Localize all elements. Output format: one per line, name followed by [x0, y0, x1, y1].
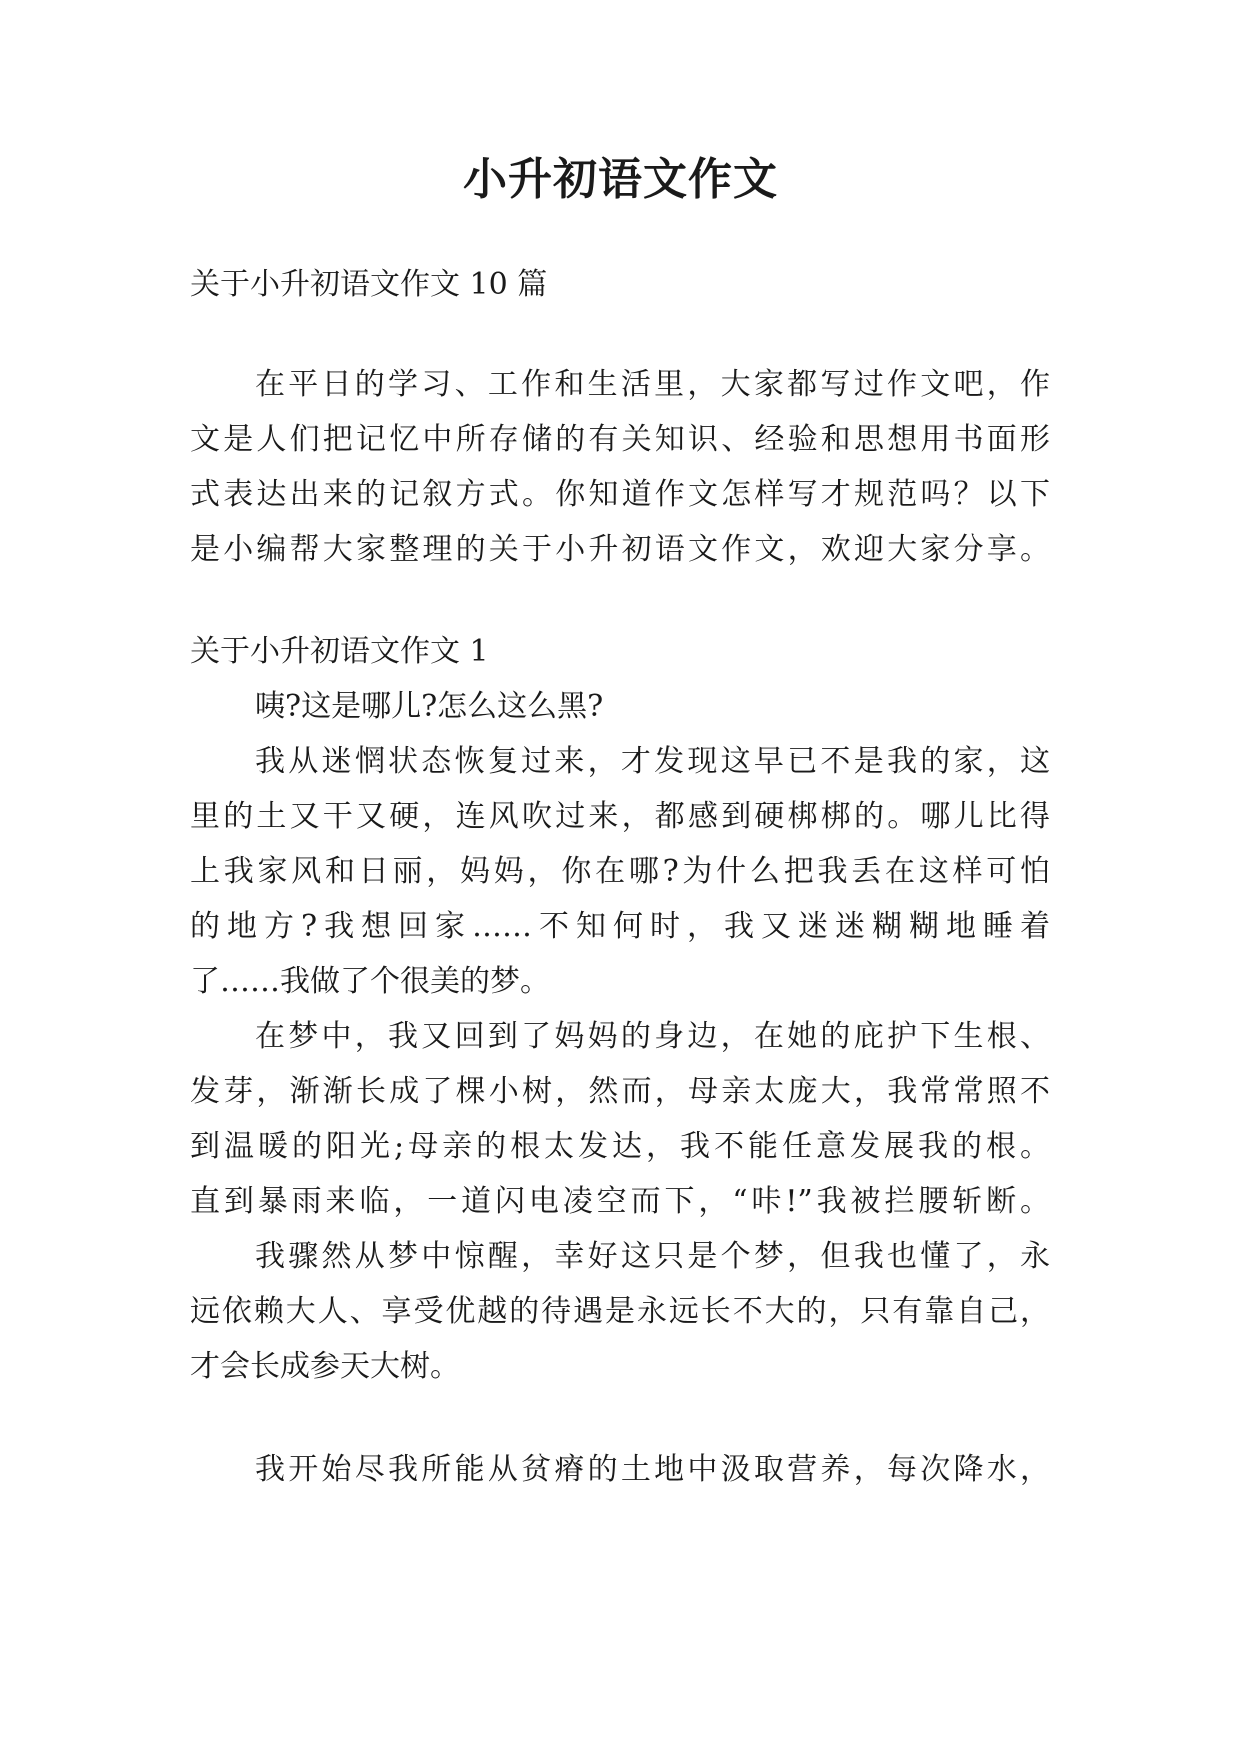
essay-heading: 关于小升初语文作文 1: [190, 634, 489, 669]
essay-line: 在梦中，我又回到了妈妈的身边，在她的庇护下生根、: [255, 1019, 1050, 1054]
essay-line: 上我家风和日丽，妈妈，你在哪?为什么把我丢在这样可怕: [190, 854, 1050, 889]
essay-line: 我开始尽我所能从贫瘠的土地中汲取营养，每次降水，: [255, 1452, 1050, 1487]
essay-line: 发芽，渐渐长成了棵小树，然而，母亲太庞大，我常常照不: [190, 1074, 1050, 1109]
document-subtitle: 关于小升初语文作文 10 篇: [190, 267, 548, 302]
essay-line: 咦?这是哪儿?怎么这么黑?: [255, 689, 604, 724]
essay-line: 了……我做了个很美的梦。: [190, 964, 550, 999]
essay-line: 里的土又干又硬，连风吹过来，都感到硬梆梆的。哪儿比得: [190, 799, 1050, 834]
intro-line: 文是人们把记忆中所存储的有关知识、经验和思想用书面形: [190, 422, 1050, 457]
essay-line: 我从迷惘状态恢复过来，才发现这早已不是我的家，这: [255, 744, 1050, 779]
intro-line: 是小编帮大家整理的关于小升初语文作文，欢迎大家分享。: [190, 532, 1050, 567]
essay-line: 直到暴雨来临，一道闪电凌空而下，“咔!”我被拦腰斩断。: [190, 1184, 1050, 1219]
essay-line: 的地方?我想回家……不知何时，我又迷迷糊糊地睡着: [190, 909, 1050, 944]
essay-line: 到温暖的阳光;母亲的根太发达，我不能任意发展我的根。: [190, 1129, 1050, 1164]
essay-line: 远依赖大人、享受优越的待遇是永远长不大的，只有靠自己，: [190, 1294, 1050, 1329]
intro-line: 式表达出来的记叙方式。你知道作文怎样写才规范吗？以下: [190, 477, 1050, 512]
intro-line: 在平日的学习、工作和生活里，大家都写过作文吧，作: [255, 367, 1050, 402]
essay-line: 才会长成参天大树。: [190, 1349, 460, 1384]
document-title: 小升初语文作文: [463, 154, 778, 205]
essay-line: 我骤然从梦中惊醒，幸好这只是个梦，但我也懂了，永: [255, 1239, 1050, 1274]
